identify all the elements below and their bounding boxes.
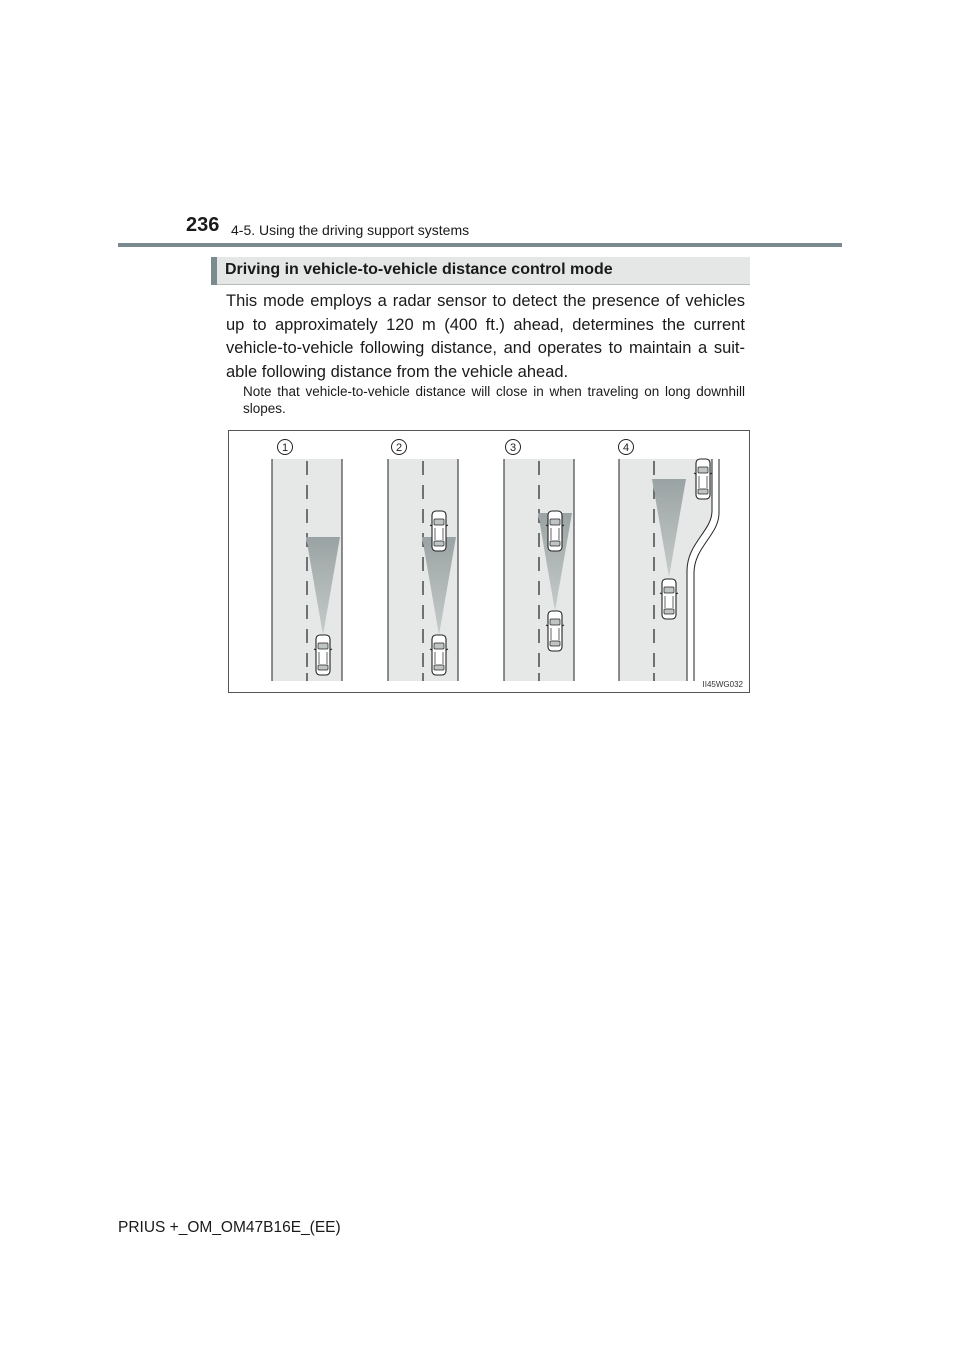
panel-1-badge [278, 440, 293, 455]
note-paragraph: Note that vehicle-to-vehicle distance will close in when traveling on long downhill slopes. [243, 384, 745, 416]
own-vehicle-icon [660, 579, 678, 619]
own-vehicle-icon [430, 635, 448, 675]
panel-1-label: 1 [281, 442, 289, 454]
panel-2-label: 2 [395, 442, 403, 454]
preceding-vehicle-icon [430, 511, 448, 551]
footer-document-id: PRIUS +_OM_OM47B16E_(EE) [118, 1219, 341, 1236]
section-path: 4-5. Using the driving support systems [231, 222, 470, 238]
figure-code: II45WG032 [702, 680, 743, 689]
panel-3 [504, 459, 574, 681]
section-heading-bar [211, 257, 750, 285]
panel-1 [272, 459, 342, 681]
body-paragraph: This mode employs a radar sensor to detect the presence of vehicles up to approximately 120 m (400 ft.) ahead, determines the current vehicle-to-vehicle following distance, and operates to maintain a suit-able following distance from the vehicle ahead. [226, 292, 745, 381]
preceding-vehicle-icon [546, 511, 564, 551]
panel-4-label: 4 [622, 442, 630, 454]
own-vehicle-icon [546, 611, 564, 651]
section-heading-accent [211, 257, 217, 285]
panel-3-badge [506, 440, 521, 455]
header-rule [118, 243, 842, 247]
merging-vehicle-icon [694, 459, 712, 499]
panel-4 [619, 459, 719, 681]
panel-3-label: 3 [509, 442, 517, 454]
page-number: 236 [186, 214, 220, 236]
panel-2 [388, 459, 458, 681]
own-vehicle-icon [314, 635, 332, 675]
page-header [0, 0, 960, 250]
panel-2-badge [392, 440, 407, 455]
section-title: Driving in vehicle-to-vehicle distance control mode [225, 261, 613, 278]
radar-distance-illustration [228, 430, 750, 693]
illustration-svg [229, 431, 749, 692]
panel-4-badge [619, 440, 634, 455]
